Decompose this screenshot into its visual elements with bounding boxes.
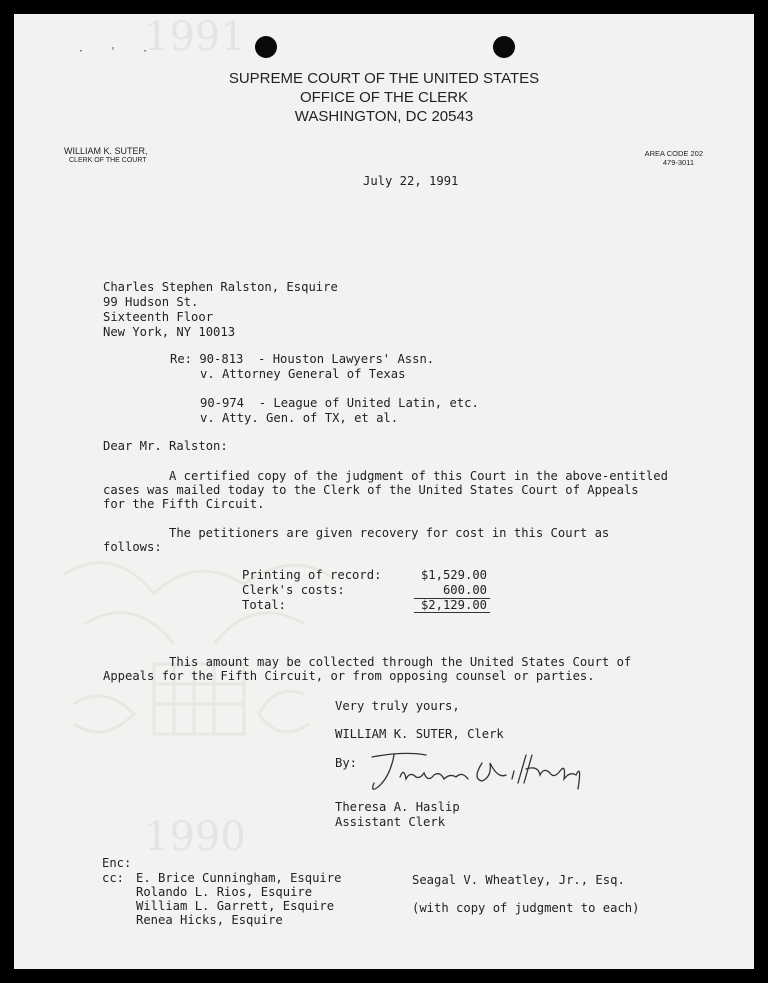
enc-label: Enc: <box>102 856 132 870</box>
cc-recipient-4: Renea Hicks, Esquire <box>136 913 283 927</box>
cc-recipient-3: William L. Garrett, Esquire <box>136 899 335 913</box>
printing-value: $1,529.00 <box>420 568 487 582</box>
watermark-bottom: 1990 <box>144 814 246 860</box>
office-name: OFFICE OF THE CLERK <box>299 89 469 106</box>
cc-recipient-2: Rolando L. Rios, Esquire <box>136 885 313 899</box>
letter-page <box>14 14 754 969</box>
handwritten-signature <box>364 749 594 799</box>
para2-line2: follows: <box>103 540 162 554</box>
para3-line2: Appeals for the Fifth Circuit, or from opposing counsel or parties. <box>103 669 595 683</box>
salutation: Dear Mr. Ralston: <box>103 439 228 453</box>
clerk-costs-value: 600.00 <box>442 583 487 597</box>
recipient-street: 99 Hudson St. <box>103 295 199 309</box>
re-case1-line1: Re: 90-813 - Houston Lawyers' Assn. <box>170 352 435 366</box>
cc-label: cc: <box>102 871 125 885</box>
court-name: SUPREME COURT OF THE UNITED STATES <box>228 70 540 87</box>
printing-label: Printing of record: <box>242 568 382 582</box>
para1-line1: A certified copy of the judgment of this Court in the above-entitled <box>169 469 668 483</box>
para3-line1: This amount may be collected through the United States Court of <box>169 655 632 669</box>
recipient-name: Charles Stephen Ralston, Esquire <box>103 280 338 294</box>
clerk-name: WILLIAM K. SUTER, <box>64 146 148 156</box>
recipient-floor: Sixteenth Floor <box>103 310 214 324</box>
re-case2-line1: 90-974 - League of United Latin, etc. <box>200 396 479 410</box>
court-address: WASHINGTON, DC 20543 <box>294 108 474 125</box>
total-label: Total: <box>242 598 287 612</box>
total-underline <box>414 612 490 613</box>
cc-recipient-5: Seagal V. Wheatley, Jr., Esq. <box>412 873 625 887</box>
signer-name: WILLIAM K. SUTER, Clerk <box>335 727 504 741</box>
punch-hole-left <box>255 36 277 58</box>
letter-date: July 22, 1991 <box>363 174 459 188</box>
area-code: AREA CODE 202 <box>644 149 703 158</box>
recipient-city: New York, NY 10013 <box>103 325 236 339</box>
assistant-title: Assistant Clerk <box>335 815 446 829</box>
total-value: $2,129.00 <box>420 598 487 612</box>
clerk-costs-label: Clerk's costs: <box>242 583 345 597</box>
re-case2-line2: v. Atty. Gen. of TX, et al. <box>200 411 399 425</box>
para1-line3: for the Fifth Circuit. <box>103 497 265 511</box>
valediction: Very truly yours, <box>335 699 460 713</box>
punch-hole-right <box>493 36 515 58</box>
re-case1-line2: v. Attorney General of Texas <box>200 367 406 381</box>
by-label: By: <box>335 756 358 770</box>
specks: · ' · <box>78 46 159 57</box>
para2-line1: The petitioners are given recovery for cost in this Court as <box>169 526 610 540</box>
para1-line2: cases was mailed today to the Clerk of the United States Court of Appeals <box>103 483 639 497</box>
watermark-top: 1991 <box>144 14 246 60</box>
assistant-name: Theresa A. Haslip <box>335 800 460 814</box>
phone-number: 479-3011 <box>662 158 694 167</box>
cc-note: (with copy of judgment to each) <box>412 901 640 915</box>
clerk-title: CLERK OF THE COURT <box>69 157 147 164</box>
cc-recipient-1: E. Brice Cunningham, Esquire <box>136 871 342 885</box>
